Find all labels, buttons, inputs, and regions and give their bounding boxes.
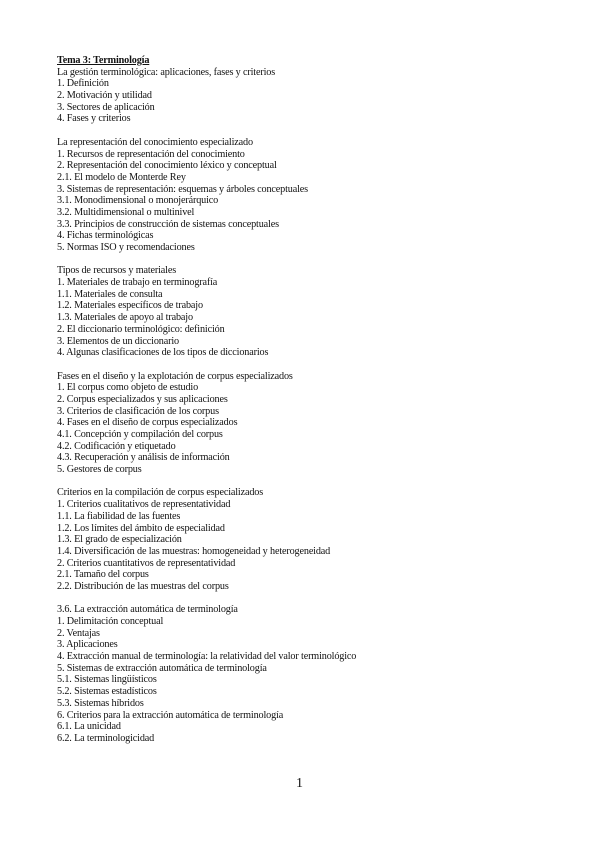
list-item: 1.1. Materiales de consulta	[57, 288, 163, 300]
list-item: 1.3. Materiales de apoyo al trabajo	[57, 312, 193, 324]
list-item: 4. Fases en el diseño de corpus especializados	[57, 417, 238, 429]
section-heading: 3.6. La extracción automática de terminología	[57, 604, 238, 616]
list-item: 1.1. La fiabilidad de las fuentes	[57, 510, 181, 522]
list-item: 1.4. Diversificación de las muestras: homogeneidad y heterogeneidad	[57, 545, 331, 557]
section-2	[57, 137, 557, 254]
list-item: 4. Algunas clasificaciones de los tipos de diccionarios	[57, 347, 269, 359]
list-item: 2. El diccionario terminológico: definición	[57, 323, 225, 335]
list-item: 4.2. Codificación y etiquetado	[57, 440, 176, 452]
list-item: 1. Definición	[57, 78, 109, 90]
list-item: 1. Recursos de representación del conocimiento	[57, 148, 245, 160]
section-1	[57, 67, 557, 125]
section-spacer	[57, 476, 557, 488]
section-heading: Fases en el diseño y la explotación de corpus especializados	[57, 370, 293, 382]
document-body	[57, 55, 557, 745]
list-item: 2.1. El modelo de Monterde Rey	[57, 171, 186, 183]
list-item: 1.2. Materiales específicos de trabajo	[57, 300, 203, 312]
list-item: 3. Sistemas de representación: esquemas y árboles conceptuales	[57, 183, 308, 195]
list-item: 1. El corpus como objeto de estudio	[57, 382, 199, 394]
list-item: 3.2. Multidimensional o multinivel	[57, 206, 195, 218]
section-6	[57, 604, 557, 744]
list-item: 2.2. Distribución de las muestras del corpus	[57, 580, 229, 592]
list-item: 4. Extracción manual de terminología: la relatividad del valor terminológico	[57, 651, 357, 663]
page-title: Tema 3: Terminología	[57, 55, 150, 66]
list-item: 4. Fichas terminológicas	[57, 230, 154, 242]
section-spacer	[57, 125, 557, 137]
section-5	[57, 487, 557, 592]
section-heading: La gestión terminológica: aplicaciones, fases y criterios	[57, 66, 276, 78]
section-3	[57, 265, 557, 359]
list-item: 2.1. Tamaño del corpus	[57, 569, 149, 581]
list-item: 4. Fases y criterios	[57, 113, 131, 125]
page-number: 1	[296, 776, 303, 791]
list-item: 5. Normas ISO y recomendaciones	[57, 242, 195, 253]
section-spacer	[57, 359, 557, 371]
list-item: 2. Ventajas	[57, 627, 100, 639]
list-item: 1. Delimitación conceptual	[57, 616, 164, 627]
list-item: 3.3. Principios de construcción de sistemas conceptuales	[57, 218, 279, 230]
section-spacer	[57, 593, 557, 605]
list-item: 6.1. La unicidad	[57, 721, 121, 733]
list-item: 2. Representación del conocimiento léxico y conceptual	[57, 160, 277, 172]
list-item: 2. Motivación y utilidad	[57, 90, 152, 102]
list-item: 5.1. Sistemas lingüísticos	[57, 674, 157, 686]
list-item: 1. Materiales de trabajo en terminografía	[57, 277, 218, 289]
list-item: 5.3. Sistemas híbridos	[57, 697, 144, 709]
list-item: 6. Criterios para la extracción automática de terminología	[57, 709, 284, 721]
list-item: 3.1. Monodimensional o monojerárquico	[57, 195, 219, 207]
list-item: 1. Criterios cualitativos de representatividad	[57, 499, 231, 511]
list-item: 2. Criterios cuantitativos de representatividad	[57, 557, 236, 569]
list-item: 4.1. Concepción y compilación del corpus	[57, 429, 223, 440]
list-item: 3. Aplicaciones	[57, 639, 118, 651]
list-item: 3. Elementos de un diccionario	[57, 335, 179, 347]
list-item: 1.2. Los límites del ámbito de especialidad	[57, 522, 225, 534]
section-4	[57, 371, 557, 476]
list-item: 5. Gestores de corpus	[57, 464, 142, 476]
list-item: 3. Criterios de clasificación de los corpus	[57, 405, 219, 417]
list-item: 6.2. La terminologicidad	[57, 732, 155, 744]
section-spacer	[57, 254, 557, 266]
list-item: 1.3. El grado de especialización	[57, 534, 182, 546]
list-item: 3. Sectores de aplicación	[57, 101, 155, 113]
list-item: 5.2. Sistemas estadísticos	[57, 686, 157, 698]
list-item: 5. Sistemas de extracción automática de terminología	[57, 662, 267, 674]
section-heading: La representación del conocimiento especializado	[57, 136, 253, 148]
section-heading: Tipos de recursos y materiales	[57, 265, 177, 277]
list-item: 2. Corpus especializados y sus aplicaciones	[57, 393, 228, 405]
section-heading: Criterios en la compilación de corpus especializados	[57, 487, 264, 499]
list-item: 4.3. Recuperación y análisis de información	[57, 452, 230, 464]
